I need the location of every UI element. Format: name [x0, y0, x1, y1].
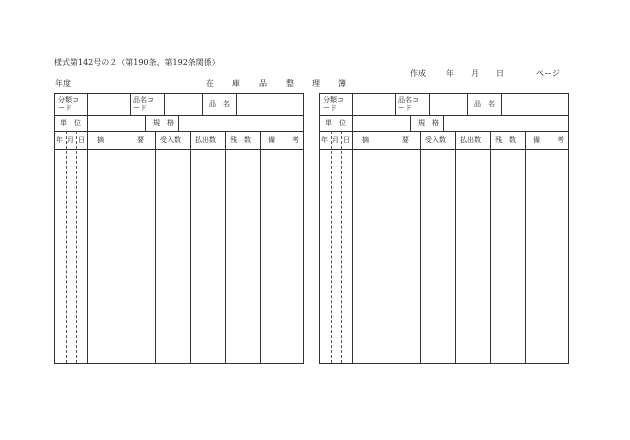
item-code-label: 品名コ — [398, 96, 419, 104]
classification-code-label: ード — [58, 104, 72, 112]
item-code-label: ード — [398, 104, 412, 112]
date-col-divider — [66, 131, 67, 363]
classification-code-label: 分類コ — [58, 96, 79, 104]
title-char: 理 — [312, 79, 320, 88]
title-char: 簿 — [338, 79, 346, 88]
row-divider — [55, 131, 303, 132]
cell-divider — [395, 94, 396, 115]
col-divider — [190, 131, 191, 363]
page-label: ページ — [536, 69, 560, 78]
col-divider — [225, 131, 226, 363]
cell-divider — [352, 94, 353, 115]
cell-divider — [352, 115, 353, 131]
col-summary-header: 要 — [402, 136, 409, 144]
classification-code-label: 分類コ — [323, 96, 344, 104]
ledger-title — [206, 78, 346, 88]
title-char: 在 — [206, 79, 214, 88]
cell-divider — [467, 94, 468, 115]
col-day-header: 日 — [343, 136, 350, 144]
month-label: 月 — [471, 69, 479, 78]
col-summary-header: 摘 — [362, 136, 369, 144]
col-divider — [352, 131, 353, 363]
cell-divider — [429, 94, 430, 115]
unit-label: 単 位 — [60, 119, 81, 127]
col-balance-header: 残 数 — [495, 136, 516, 144]
col-year-header: 年 — [56, 136, 63, 144]
col-summary-header: 要 — [137, 136, 144, 144]
col-divider — [260, 131, 261, 363]
col-remarks-header: 考 — [292, 136, 299, 144]
ledger-table-left — [54, 93, 304, 364]
cell-divider — [87, 115, 88, 131]
ledger-table-right — [319, 93, 569, 364]
col-issued-header: 払出数 — [195, 136, 216, 144]
created-label: 作成 — [410, 69, 426, 78]
col-summary-header: 摘 — [97, 136, 104, 144]
item-code-label: ード — [133, 104, 147, 112]
title-char: 品 — [259, 79, 267, 88]
title-char: 庫 — [232, 79, 240, 88]
col-divider — [420, 131, 421, 363]
col-balance-header: 残 数 — [230, 136, 251, 144]
col-day-header: 日 — [78, 136, 85, 144]
cell-divider — [501, 94, 502, 115]
unit-label: 単 位 — [325, 119, 346, 127]
form-title: 様式第142号の２（第190条、第192条関係） — [54, 58, 220, 67]
cell-divider — [87, 94, 88, 115]
item-name-label: 品 名 — [209, 100, 230, 108]
col-divider — [525, 131, 526, 363]
cell-divider — [410, 115, 411, 131]
col-issued-header: 払出数 — [460, 136, 481, 144]
title-char: 整 — [286, 79, 294, 88]
row-divider — [320, 149, 568, 150]
row-divider — [55, 149, 303, 150]
spec-label: 規 格 — [153, 119, 174, 127]
col-divider — [490, 131, 491, 363]
day-label: 日 — [496, 69, 504, 78]
col-remarks-header: 備 — [533, 136, 540, 144]
spec-label: 規 格 — [418, 119, 439, 127]
date-col-divider — [331, 131, 332, 363]
row-divider — [320, 131, 568, 132]
col-divider — [455, 131, 456, 363]
col-remarks-header: 備 — [268, 136, 275, 144]
col-divider — [155, 131, 156, 363]
col-month-header: 月 — [67, 136, 74, 144]
classification-code-label: ード — [323, 104, 337, 112]
item-code-label: 品名コ — [133, 96, 154, 104]
row-divider — [320, 115, 568, 116]
date-col-divider — [76, 131, 77, 363]
date-col-divider — [341, 131, 342, 363]
col-received-header: 受入数 — [160, 136, 181, 144]
cell-divider — [130, 94, 131, 115]
created-date-header — [410, 68, 570, 78]
cell-divider — [164, 94, 165, 115]
cell-divider — [443, 115, 444, 131]
col-remarks-header: 考 — [557, 136, 564, 144]
item-name-label: 品 名 — [474, 100, 495, 108]
col-received-header: 受入数 — [425, 136, 446, 144]
col-divider — [87, 131, 88, 363]
year-label: 年 — [446, 69, 454, 78]
cell-divider — [236, 94, 237, 115]
col-year-header: 年 — [321, 136, 328, 144]
row-divider — [55, 115, 303, 116]
cell-divider — [202, 94, 203, 115]
fiscal-year-label: 年度 — [55, 79, 71, 88]
cell-divider — [145, 115, 146, 131]
col-month-header: 月 — [332, 136, 339, 144]
cell-divider — [178, 115, 179, 131]
